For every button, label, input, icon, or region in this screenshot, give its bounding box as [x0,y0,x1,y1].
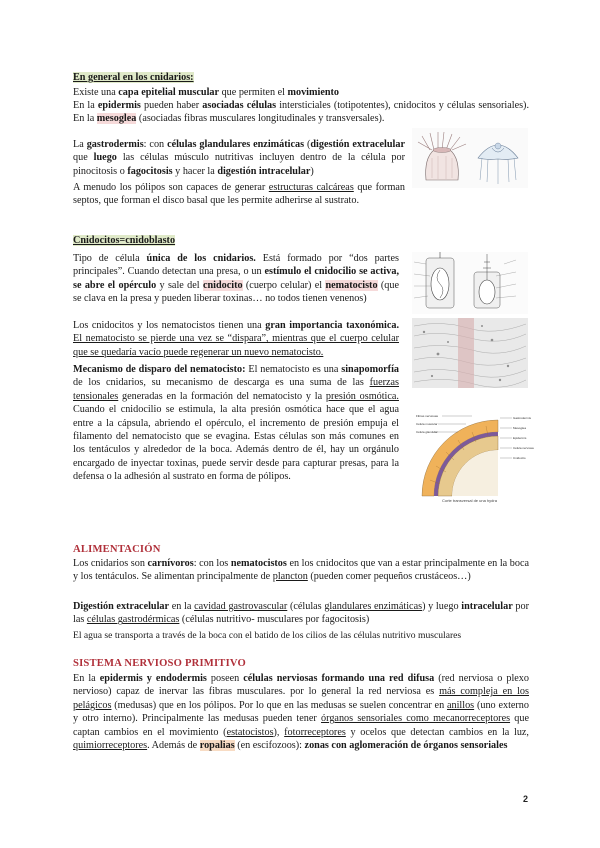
text-run: nematocistos [230,558,287,569]
text-run: (que se clava en la presa y pueden liberar toxinas… no todos tienen venenos) [73,279,399,305]
text-run: que forman septos, que forman el disco basal que les permite adherirse al sustrato. [73,182,405,207]
cross-section-label: Célula nerviosa [513,446,534,450]
text-run: fotorreceptores [284,726,346,738]
text-run: que [73,152,94,164]
text-run: A menudo los pólipos son capaces de generar [73,182,269,193]
text-run: cnidocito [202,279,243,291]
disparo-paragraph [73,363,399,484]
text-run: : con los [193,558,231,569]
text-run: estructuras calcáreas [268,182,354,193]
text-run: de los cnidarios, su mecanismo de descarga es una suma de las [73,377,370,389]
text-run: anillos [446,699,475,711]
text-run: fagocitosis [127,165,173,177]
text-run: glandulares enzimáticas [324,601,423,612]
cnidocyte-undischarged [426,252,454,308]
text-run: Está formado por “dos partes principales”. Cuando detectan una presa, o un [73,253,399,278]
text-run: en la [169,601,195,612]
text-run: intersticiales (totipotentes), cnidocitos y células sensoriales). En la [73,100,529,125]
text-run: gran importancia taxonómica. [265,320,400,331]
page-number: 2 [522,794,528,804]
alimentacion-paragraph-3 [73,629,529,642]
alimentacion-paragraph-2 [73,600,529,627]
text-run: sinapomorfía [341,364,399,375]
polyps-paragraph [73,181,405,208]
text-run: En la [73,673,100,684]
text-run: nematocisto [325,279,378,291]
text-run: estatocistos [226,726,274,738]
text-run: Existe una [73,87,119,98]
text-run: ) [310,165,314,177]
text-run: intracelular [461,601,513,612]
cross-section-label: Epidermis [513,436,527,440]
text-run: digestión extracelular [310,139,405,150]
text-run: cavidad gastrovascular [194,601,288,612]
text-run: El nematocisto es una [245,364,342,375]
cross-section-label: Gastrodermis [513,416,532,420]
text-run: (uno externo y otro interno). Principalmente las medusas pueden tener [73,699,529,725]
text-run: En la [73,100,98,111]
text-run: digestión intracelular [217,165,311,177]
alimentacion-title: ALIMENTACIÓN [73,544,161,555]
text-run: células gastrodérmicas [86,614,180,626]
general-title [73,71,529,84]
text-run: Los cnidarios son [73,558,148,569]
nervioso-title: SISTEMA NERVIOSO PRIMITIVO [73,658,246,669]
text-run: La [73,139,87,150]
cross-section-label: Célula muscular [416,422,438,426]
text-run: por las [73,601,529,626]
cnidocitos-title [73,234,529,247]
text-run: y sale del [156,279,203,291]
text-run: fuerzas tensionales [73,377,399,402]
text-run: El agua se transporta a través de la boca con el batido de los cilios de las células nutritivo musculares [73,630,462,641]
text-run: quimiorreceptores [73,740,148,752]
text-run: estímulo el cnidocilio se activa, se abre el opérculo [73,266,399,291]
nervioso-paragraph [73,672,529,752]
cnidocyte-diagram [412,252,528,314]
text-run: ) y luego [422,601,462,612]
text-run: única de los cnidarios. [146,253,256,264]
text-run: y ocelos que detectan cambios en la luz, [345,726,529,738]
text-run: presión osmótica. [325,390,399,402]
text-run: células nerviosas formando una red difusa [243,673,435,684]
text-run: en los cnidocitos que van a estar principalmente en la boca y los tentáculos. Se alimentan principalmente de [73,558,529,583]
alimentacion-paragraph-1 [73,557,529,584]
hydra-cross-section [412,410,534,504]
text-run: Cuando el cnidocilio se estimula, la alta presión osmótica hace que el agua entre a la cápsula, abriendo el opérculo, el incremento de presión empuja el filamento del nematocisto que se evagina. Estas células son más comunes en los tentáculos y alrededor de la boca. Además dentro de él, hay un orgánulo encargado de inyectar toxinas, puede servir desde para capturar presas, para la defensa o la adhesión al sustrato en forma de pólipos. [73,404,399,483]
text-run: las células músculo nutritivas incluyen dentro de la célula por pinocitosis o [73,152,405,177]
text-run: gastrodermis [86,139,144,150]
text-run: ropalias [199,740,235,752]
polyp-medusa-illustration [412,128,528,188]
gastrodermis-paragraph [73,138,405,178]
text-run: Digestión extracelular [73,601,170,612]
text-run: El nematocisto se pierde una vez se “dispara”, mientras que el cuerpo celular que se quedaría vacío puede regenerar un nuevo nematocisto. [73,333,399,358]
text-run: que captan cambios en el movimiento ( [73,713,530,738]
text-run: generadas en la formación del nematocisto y la [118,390,326,402]
cnidocitos-paragraph-2 [73,319,399,359]
text-run: capa epitelial muscular [118,87,220,98]
text-run: epidermis [97,100,141,111]
text-run: : con [143,139,168,150]
cross-section-label: Fibras nerviosas [416,414,439,418]
cross-section-caption: Corte transversal de una hydra [442,498,497,503]
text-run: (células nutritivo- musculares por fagocitosis) [179,614,370,626]
text-run: movimiento [287,87,339,98]
text-run: que permiten el [219,87,288,98]
text-run: (pueden comer pequeños crustáceos…) [307,571,471,583]
text-run: asociadas células [202,100,277,111]
text-run: más compleja en los pelágicos [73,686,529,711]
cross-section-label: Mesoglea [513,426,527,430]
text-run: (células [287,601,325,612]
text-run: Los cnidocitos y los nematocistos tienen una [73,320,266,331]
text-run: ( [304,139,311,150]
text-run: Tipo de célula [73,253,147,264]
text-run: (red nerviosa o plexo nervioso) capaz de inervar las fibras musculares. por lo general la red nerviosa es [73,673,529,698]
cnidocitos-paragraph-1 [73,252,399,306]
text-run: ), [273,726,285,738]
general-title-text: En general en los cnidarios: [73,72,194,83]
text-run: carnívoros [147,558,194,569]
cross-section-label: Cnidocito [513,456,526,460]
text-run: mesoglea [96,113,137,125]
text-run: (medusas) que en los pólipos. Por lo que en las medusas se suelen concentrar en [111,699,447,711]
text-run: pueden haber [140,100,203,111]
tissue-micrograph [412,318,528,388]
text-run: zonas con aglomeración de órganos sensoriales [304,740,508,752]
text-run: y hacer la [172,165,218,177]
text-run: . Además de [147,740,200,752]
text-run: Mecanismo de disparo del nematocisto: [73,364,246,375]
text-run: poseen [206,673,244,684]
text-run: órganos sensoriales como mecanorreceptores [321,713,511,725]
text-run: (cuerpo celular) el [242,279,326,291]
text-run: luego [93,152,117,164]
text-run: (asociadas fibras musculares longitudinales y transversales). [136,113,385,125]
general-line1 [73,86,529,99]
text-run: plancton [272,571,308,583]
text-run: células glandulares enzimáticas [167,139,305,150]
cnidocitos-title-text: Cnidocitos=cnidoblasto [73,235,176,246]
text-run: (en escifozoos): [234,740,305,752]
cross-section-label: Célula glandular [416,430,438,434]
text-run: epidermis y endodermis [99,673,207,684]
general-line2 [73,99,529,126]
